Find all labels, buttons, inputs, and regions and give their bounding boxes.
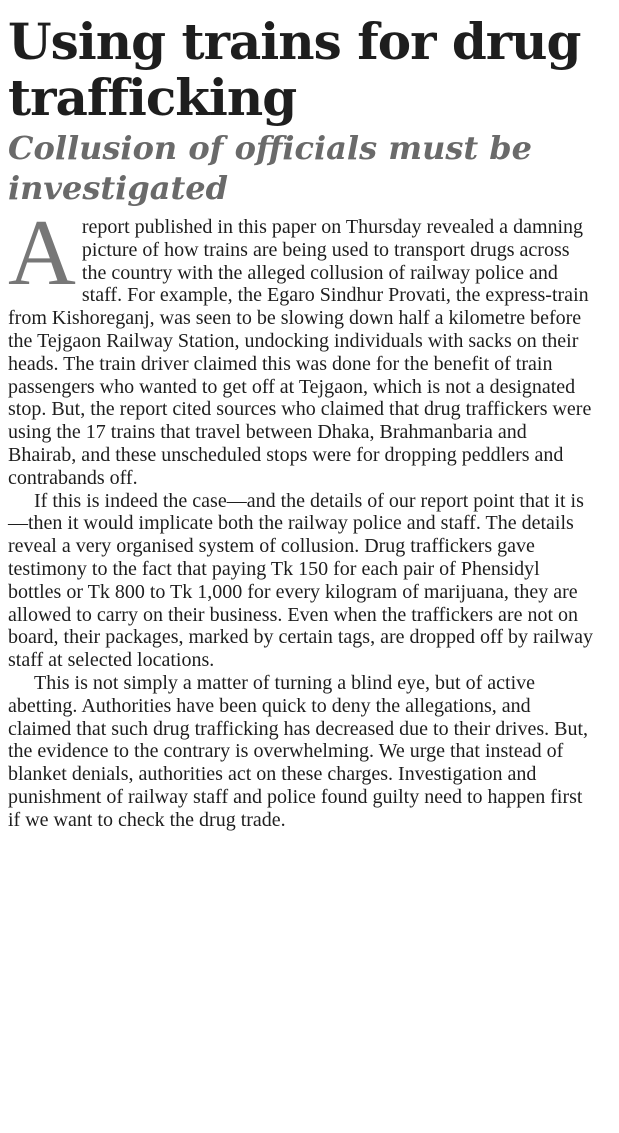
paragraph-1-text: report published in this paper on Thursday revealed a damning picture of how trains are being used to transport drugs across the country with the alleged collusion of railway police and staff. For example, the Egaro Sindhur Provati, the express-train from Kishoreganj, was seen to be slowing down half a kilometre before the Tejgaon Railway Station, undocking individuals with sacks on their heads. The train driver claimed this was done for the benefit of train passengers who wanted to get off at Tejgaon, which is not a designated stop. But, the report cited sources who claimed that drug traffickers were using the 17 trains that travel between Dhaka, Brahmanbaria and Bhairab, and these unscheduled stops were for dropping peddlers and contrabands off. (8, 216, 592, 489)
paragraph-1 (8, 201, 598, 490)
subheadline: Collusion of officials must be investigated (8, 129, 533, 207)
paragraph-3: This is not simply a matter of turning a blind eye, but of active abetting. Authorities have been quick to deny the allegations, and claimed that such drug trafficking has decreased due to their drives. But, the evidence to the contrary is overwhelming. We urge that instead of blanket denials, authorities act on these charges. Investigation and punishment of railway staff and police found guilty need to happen first if we want to check the drug trade. (8, 671, 588, 831)
article-body (8, 201, 598, 832)
drop-cap: A (8, 201, 76, 305)
headline: Using trains for drug trafficking (8, 12, 581, 127)
editorial-article (8, 14, 598, 832)
paragraph-2: If this is indeed the case—and the details of our report point that it is—then it would implicate both the railway police and staff. The details reveal a very organised system of collusion. Drug traffickers gave testimony to the fact that paying Tk 150 for each pair of Phensidyl bottles or Tk 800 to Tk 1,000 for every kilogram of marijuana, they are allowed to carry on their business. Even when the traffickers are not on board, their packages, marked by certain tags, are dropped off by railway staff at selected locations. (8, 489, 593, 672)
